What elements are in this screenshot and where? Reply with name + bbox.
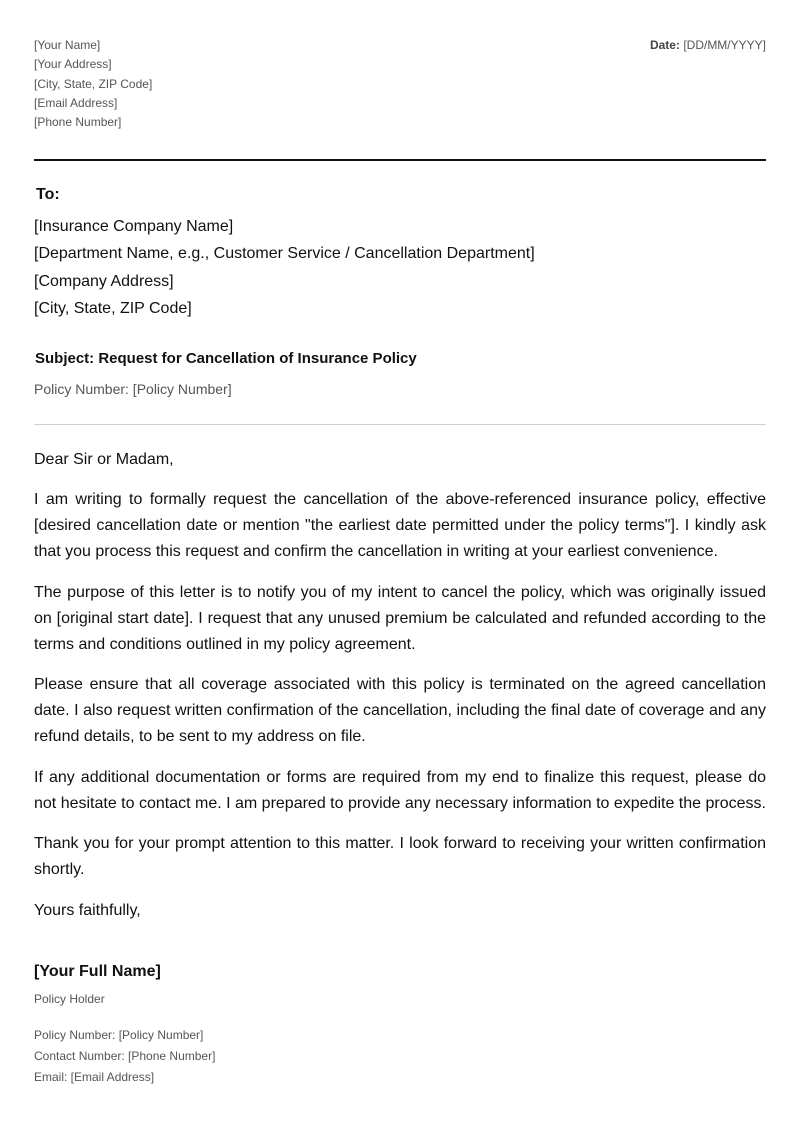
signature-details (34, 1025, 215, 1088)
signature-policy-number: Policy Number: [Policy Number] (34, 1028, 204, 1042)
policy-number-line: Policy Number: [Policy Number] (34, 381, 232, 397)
salutation: Dear Sir or Madam, (34, 451, 174, 468)
sender-email: [Email Address] (34, 95, 118, 110)
subject-divider (34, 424, 766, 425)
sender-address: [Your Address] (34, 57, 112, 72)
sender-phone: [Phone Number] (34, 115, 122, 130)
recipient-block (34, 213, 535, 322)
subject-line: Subject: Request for Cancellation of Insurance Policy (35, 350, 417, 367)
closing: Yours faithfully, (34, 901, 141, 919)
sender-city: [City, State, ZIP Code] (34, 76, 153, 91)
recipient-company: [Insurance Company Name] (34, 218, 234, 235)
sender-block (34, 36, 152, 132)
sender-name: [Your Name] (34, 38, 101, 52)
signature-contact-number: Contact Number: [Phone Number] (34, 1049, 216, 1063)
body-paragraph: Please ensure that all coverage associated with this policy is terminated on the agreed cancellation date. I also request written confirmation of the cancellation, including the final date of coverage and any refund details, to be sent to my address on file. (34, 676, 766, 745)
signature-role: Policy Holder (34, 992, 105, 1006)
signature-name: [Your Full Name] (34, 963, 161, 980)
body-paragraph: Thank you for your prompt attention to this matter. I look forward to receiving your written confirmation shortly. (34, 835, 766, 878)
date-label: Date: (649, 38, 680, 52)
letter-body (34, 447, 766, 938)
recipient-department: [Department Name, e.g., Customer Service / Cancellation Department] (34, 245, 535, 263)
body-paragraph: If any additional documentation or forms are required from my end to finalize this request, please do not hesitate to contact me. I am prepared to provide any necessary information to expedite the process. (34, 768, 766, 812)
recipient-city: [City, State, ZIP Code] (34, 299, 192, 317)
recipient-address: [Company Address] (34, 272, 174, 290)
date-value: [DD/MM/YYYY] (683, 38, 766, 52)
recipient-label: To: (36, 186, 60, 203)
body-paragraph: I am writing to formally request the cancellation of the above-referenced insurance policy, effective [desired cancellation date or mention "the earliest date permitted under the policy terms"]. I kindly ask that you process this request and confirm the cancellation in writing at your earliest convenience. (34, 491, 766, 560)
signature-email: Email: [Email Address] (34, 1070, 155, 1084)
date-line (650, 36, 766, 55)
header-divider (34, 159, 766, 161)
body-paragraph: The purpose of this letter is to notify you of my intent to cancel the policy, which was originally issued on [original start date]. I request that any unused premium be calculated and refunded according to the terms and conditions outlined in my policy agreement. (34, 583, 766, 653)
